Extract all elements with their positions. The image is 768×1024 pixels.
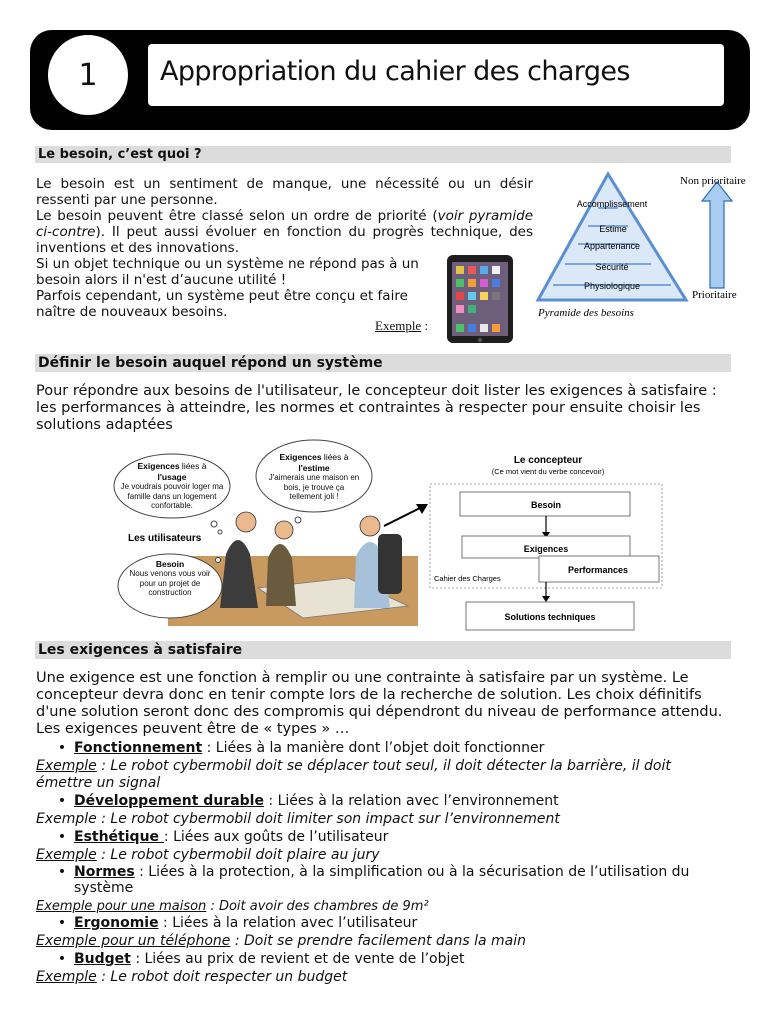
users-label: Les utilisateurs (128, 533, 202, 544)
list-item: • Normes : Liées à la protection, à la simplification ou à la sécurisation de l’utilisation du système (57, 864, 690, 896)
concepteur-diagram (426, 446, 666, 634)
example-item: Exemple : Le robot cybermobil doit plaire au jury (36, 847, 380, 863)
svg-text:Exigences liées à (138, 461, 207, 471)
paragraph-definition: Le besoin est un sentiment de manque, une nécessité ou un désir ressenti par une personne. (36, 176, 533, 208)
box-solutions: Solutions techniques (504, 612, 596, 622)
section-heading-definir: Définir le besoin auquel répond un système (35, 354, 731, 372)
pyramid-level-4: Sécurité (595, 262, 629, 272)
bubble1-text: Je voudrais pouvoir loger ma famille dans un logement confortable. (120, 482, 224, 510)
paragraph-utility-2: besoin alors il n'est d’aucune utilité ! (36, 272, 287, 288)
pyramid-level-1: Accomplissement (576, 199, 648, 209)
pyramid-level-5: Physiologique (583, 281, 641, 291)
paragraph-new-needs-1: Parfois cependant, un système peut être conçu et faire (36, 288, 408, 304)
chapter-number: 1 (45, 32, 131, 118)
example-item: Exemple : Le robot doit respecter un budget (36, 969, 348, 985)
section-heading-besoin: Le besoin, c’est quoi ? (35, 146, 731, 163)
bubble3-title: Besoin (155, 559, 185, 569)
list-item: • Budget : Liées au prix de revient et de vente de l’objet (57, 951, 465, 967)
diagram-title: Le concepteur (513, 455, 583, 466)
example-caption: Exemple : (375, 318, 429, 333)
pyramid-level-3: Appartenance (583, 241, 641, 251)
list-item: • Fonctionnement : Liées à la manière dont l’objet doit fonctionner (57, 740, 545, 756)
paragraph-exigence-intro: Une exigence est une fonction à remplir ou une contrainte à satisfaire par un système. Le concepteur devra donc en tenir compte lors de la recherche de solution. Les choix définitifs d'une solution seront donc des compromis qui dépendront du niveau de performance attendu. Les exigences peuvent être de « types » … (36, 670, 723, 737)
paragraph-concepteur: Pour répondre aux besoins de l'utilisateur, le concepteur doit lister les exigences à satisfaire : les performances à atteindre, les normes et contraintes à respecter pour ensuite choisir les solutions adaptées (36, 383, 717, 433)
paragraph-priority: Le besoin peuvent être classé selon un ordre de priorité (voir pyramide ci-contre). Il peut aussi évoluer en fonction du progrès technique, des inventions et des innovations. (36, 208, 534, 256)
bubble2-mid: liées à (321, 452, 349, 462)
paragraph-new-needs-2: naître de nouveaux besoins. (36, 304, 228, 320)
paragraph-utility-1: Si un objet technique ou un système ne répond pas à un (36, 256, 419, 272)
pyramid-level-2: Estime (599, 224, 627, 234)
bubble2-title2: l'estime (298, 463, 330, 473)
example-item: Exemple : Le robot cybermobil doit limiter son impact sur l’environnement (36, 811, 560, 827)
bubble2-text: J'aimerais une maison en bois, je trouve ça tellement joli ! (268, 473, 360, 501)
box-besoin: Besoin (530, 500, 562, 510)
list-item: • Ergonomie : Liées à la relation avec l’utilisateur (57, 915, 418, 931)
box-performances: Performances (567, 565, 629, 575)
label-non-prioritaire: Non prioritaire (680, 175, 746, 187)
page-title: Appropriation du cahier des charges (160, 56, 630, 87)
svg-text:Exigences liées à (280, 452, 349, 462)
bubble1-title: Exigences (137, 461, 180, 471)
list-item: • Développement durable : Liées à la relation avec l’environnement (57, 793, 559, 809)
users-illustration (108, 438, 420, 626)
bubble2-title: Exigences (279, 452, 322, 462)
arrow-icon (382, 500, 432, 530)
box-exigences: Exigences (523, 544, 569, 554)
priority-arrow-icon (702, 182, 732, 288)
tablet-image (446, 254, 514, 344)
bubble1-title2: l'usage (157, 472, 187, 482)
bubble3-text: Nous venons vous voir pour un projet de construction (129, 569, 211, 597)
diagram-subtitle: (Ce mot vient du verbe concevoir) (491, 467, 605, 476)
section-heading-exigences: Les exigences à satisfaire (35, 641, 731, 659)
example-item: Exemple pour un téléphone : Doit se prendre facilement dans la main (36, 933, 527, 949)
list-item: • Esthétique : Liées aux goûts de l’utilisateur (57, 829, 389, 845)
example-item: Exemple pour une maison : Doit avoir des chambres de 9m² (36, 899, 429, 914)
frame-label: Cahier des Charges (434, 574, 501, 583)
bubble1-mid: liées à (179, 461, 207, 471)
maslow-pyramid (532, 168, 764, 322)
label-prioritaire: Prioritaire (692, 289, 737, 301)
example-item: Exemple : Le robot cybermobil doit se déplacer tout seul, il doit détecter la barrière, il doit émettre un signal (36, 758, 671, 791)
pyramid-caption: Pyramide des besoins (538, 307, 634, 319)
